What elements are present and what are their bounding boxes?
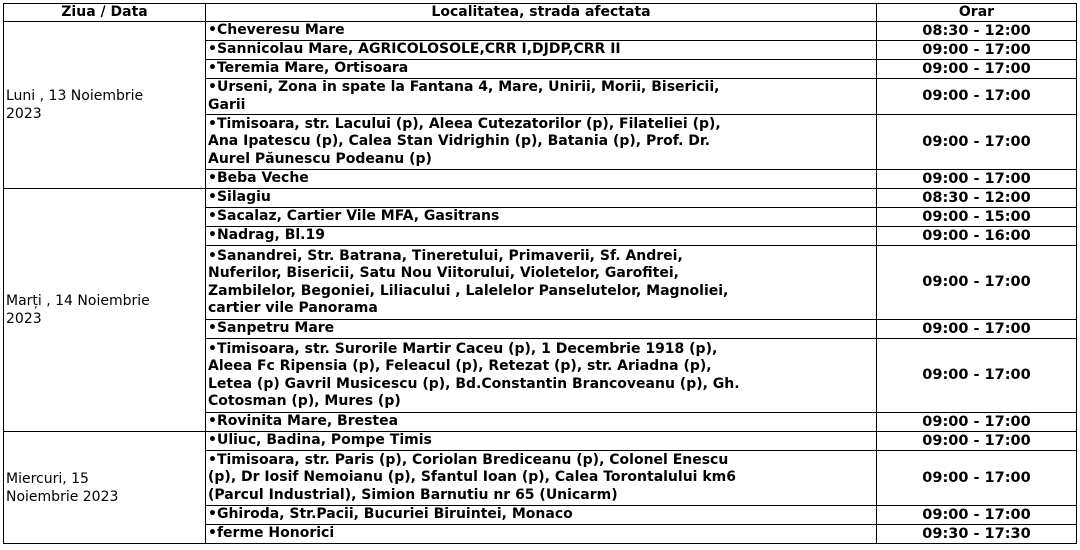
time-cell: 09:00 - 17:00 bbox=[877, 79, 1077, 115]
table-header bbox=[4, 4, 1077, 22]
time-cell: 09:00 - 17:00 bbox=[877, 115, 1077, 170]
location-cell: •Sanpetru Mare bbox=[206, 320, 877, 339]
table-row bbox=[4, 189, 1077, 208]
header-day: Ziua / Data bbox=[4, 4, 206, 22]
table-row bbox=[4, 432, 1077, 451]
location-cell: •Teremia Mare, Ortisoara bbox=[206, 60, 877, 79]
time-cell: 09:00 - 16:00 bbox=[877, 227, 1077, 246]
header-row bbox=[4, 4, 1077, 22]
time-cell: 09:00 - 17:00 bbox=[877, 41, 1077, 60]
location-cell: •Uliuc, Badina, Pompe Timis bbox=[206, 432, 877, 451]
time-cell: 09:00 - 17:00 bbox=[877, 339, 1077, 413]
time-cell: 09:00 - 17:00 bbox=[877, 432, 1077, 451]
location-cell: •Sanandrei, Str. Batrana, Tineretului, Primaverii, Sf. Andrei, Nuferilor, Bisericii, Satu Nou Viitorului, Violetelor, Garofitei, Zambilelor, Begoniei, Liliacului , Lalelelor Panselutelor, Magnoliei, cartier vile Panorama bbox=[206, 246, 877, 320]
time-cell: 09:00 - 17:00 bbox=[877, 170, 1077, 189]
location-cell: •Silagiu bbox=[206, 189, 877, 208]
time-cell: 09:00 - 17:00 bbox=[877, 246, 1077, 320]
table-body bbox=[4, 22, 1077, 544]
time-cell: 09:30 - 17:30 bbox=[877, 525, 1077, 544]
table-row bbox=[4, 22, 1077, 41]
location-cell: •Rovinita Mare, Brestea bbox=[206, 413, 877, 432]
time-cell: 09:00 - 17:00 bbox=[877, 413, 1077, 432]
location-cell: •ferme Honorici bbox=[206, 525, 877, 544]
outage-schedule-table bbox=[3, 3, 1077, 544]
location-cell: •Beba Veche bbox=[206, 170, 877, 189]
header-location: Localitatea, strada afectata bbox=[206, 4, 877, 22]
location-cell: •Urseni, Zona in spate la Fantana 4, Mare, Unirii, Morii, Bisericii, Garii bbox=[206, 79, 877, 115]
time-cell: 08:30 - 12:00 bbox=[877, 22, 1077, 41]
location-cell: •Nadrag, Bl.19 bbox=[206, 227, 877, 246]
day-cell: Miercuri, 15 Noiembrie 2023 bbox=[4, 432, 206, 544]
location-cell: •Timisoara, str. Paris (p), Coriolan Brediceanu (p), Colonel Enescu (p), Dr Iosif Nemoianu (p), Sfantul Ioan (p), Calea Torontalului km6 (Parcul Industrial), Simion Barnutiu nr 65 (Unicarm) bbox=[206, 451, 877, 506]
time-cell: 09:00 - 17:00 bbox=[877, 320, 1077, 339]
location-cell: •Timisoara, str. Lacului (p), Aleea Cutezatorilor (p), Filateliei (p), Ana Ipatescu (p), Calea Stan Vidrighin (p), Batania (p), Prof. Dr. Aurel Păunescu Podeanu (p) bbox=[206, 115, 877, 170]
header-time: Orar bbox=[877, 4, 1077, 22]
location-cell: •Timisoara, str. Surorile Martir Caceu (p), 1 Decembrie 1918 (p), Aleea Fc Ripensia (p), Feleacul (p), Retezat (p), str. Ariadna (p), Letea (p) Gavril Musicescu (p), Bd.Constantin Brancoveanu (p), Gh. Cotosman (p), Mures (p) bbox=[206, 339, 877, 413]
location-cell: •Ghiroda, Str.Pacii, Bucuriei Biruintei, Monaco bbox=[206, 506, 877, 525]
day-cell: Marți , 14 Noiembrie 2023 bbox=[4, 189, 206, 432]
day-cell: Luni , 13 Noiembrie 2023 bbox=[4, 22, 206, 189]
time-cell: 09:00 - 15:00 bbox=[877, 208, 1077, 227]
time-cell: 09:00 - 17:00 bbox=[877, 451, 1077, 506]
time-cell: 08:30 - 12:00 bbox=[877, 189, 1077, 208]
location-cell: •Sacalaz, Cartier Vile MFA, Gasitrans bbox=[206, 208, 877, 227]
location-cell: •Cheveresu Mare bbox=[206, 22, 877, 41]
time-cell: 09:00 - 17:00 bbox=[877, 60, 1077, 79]
time-cell: 09:00 - 17:00 bbox=[877, 506, 1077, 525]
location-cell: •Sannicolau Mare, AGRICOLOSOLE,CRR I,DJDP,CRR II bbox=[206, 41, 877, 60]
